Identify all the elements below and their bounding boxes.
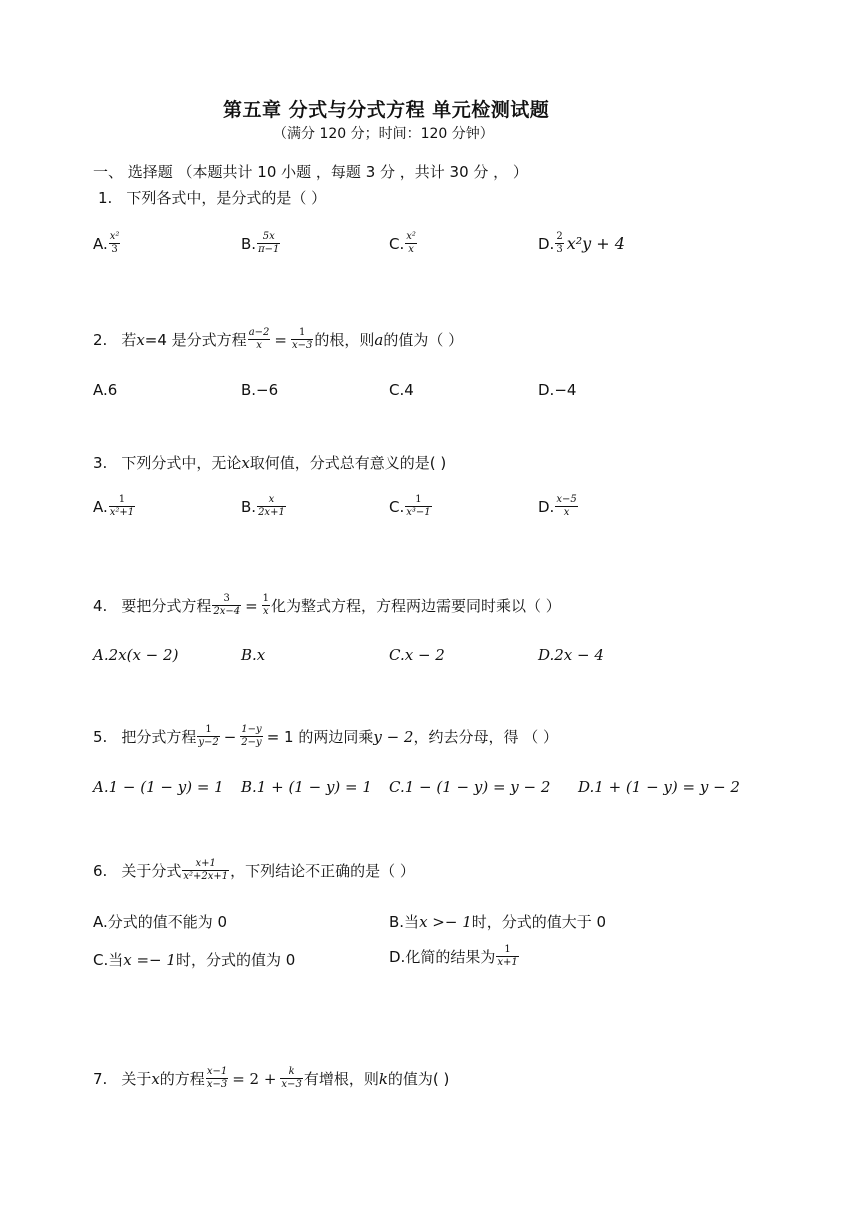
- question-text: ，下列结论不正确的是（ ）: [230, 862, 415, 880]
- option-text: C.当: [93, 951, 124, 969]
- numerator: 5x: [257, 232, 280, 244]
- minus-sign: −: [223, 727, 237, 746]
- math-expression: x =− 1: [123, 950, 176, 969]
- numerator: a−2: [248, 327, 270, 338]
- fraction: [257, 232, 280, 255]
- question-3-stem: [93, 452, 446, 473]
- question-7-stem: [93, 1067, 449, 1090]
- question-number: 1.: [98, 188, 113, 207]
- denominator: x+1: [497, 957, 518, 968]
- denominator: 3: [556, 244, 563, 255]
- question-text: 的值为（ ）: [383, 331, 464, 349]
- math-expression: y − 2: [373, 727, 414, 746]
- fraction: [197, 725, 219, 748]
- denominator: 3: [111, 244, 118, 255]
- question-1-stem: [98, 187, 326, 208]
- fraction: [248, 328, 271, 351]
- denominator: x³−1: [406, 507, 431, 518]
- option-label: B.: [241, 234, 257, 253]
- question-2-stem: [93, 328, 463, 351]
- numerator: x+1: [182, 859, 229, 871]
- question-text: 下列各式中，是分式的是（ ）: [126, 189, 327, 207]
- option-c: C.4: [389, 381, 414, 399]
- option-label: A.: [93, 497, 108, 516]
- option-a: [93, 232, 121, 255]
- numerator: x−5: [556, 494, 577, 505]
- option-b: [241, 495, 287, 518]
- fraction: [405, 495, 431, 518]
- question-text: 关于: [121, 1070, 152, 1088]
- fraction: [280, 1067, 302, 1090]
- option-b: [241, 778, 372, 796]
- option-c: [389, 232, 418, 255]
- question-text: 的方程: [159, 1070, 205, 1088]
- denominator: 2−y: [241, 737, 262, 748]
- equals-sign: =: [274, 330, 287, 349]
- question-6-stem: [93, 859, 415, 882]
- denominator: x−3: [291, 340, 313, 351]
- option-label: A.: [93, 234, 108, 253]
- numerator: x: [257, 495, 286, 507]
- option-a: [93, 495, 136, 518]
- option-text: C.x − 2: [389, 646, 445, 664]
- denominator: x−3: [206, 1079, 228, 1090]
- option-d: D.−4: [538, 381, 577, 399]
- option-c: [93, 949, 295, 970]
- fraction: [109, 232, 121, 255]
- option-text: 时，分式的值大于 0: [471, 913, 607, 931]
- fraction: [257, 495, 286, 518]
- fraction: [240, 725, 262, 748]
- denominator: x²+2x+1: [183, 871, 229, 882]
- numerator: 1: [262, 593, 270, 604]
- question-text: 的值为( ): [387, 1070, 450, 1088]
- option-d: [389, 945, 520, 968]
- numerator: 1: [109, 495, 135, 507]
- option-a: A.6: [93, 381, 118, 399]
- fraction: [182, 859, 229, 882]
- question-text: 下列分式中，无论: [121, 454, 242, 472]
- numerator: 1: [496, 945, 518, 957]
- numerator: k: [280, 1067, 302, 1079]
- denominator: x: [408, 244, 414, 255]
- numerator: 1: [291, 328, 313, 340]
- option-label: C.: [389, 497, 405, 516]
- math-expression: x >− 1: [419, 912, 472, 931]
- equals-sign: =: [245, 596, 258, 615]
- math-variable: k: [378, 1069, 388, 1088]
- option-label: B.: [241, 497, 257, 516]
- denominator: 2x−4: [213, 606, 241, 617]
- question-number: 6.: [93, 861, 108, 880]
- question-number: 3.: [93, 453, 108, 472]
- question-text: = 1 的两边同乘: [266, 728, 374, 746]
- option-a: A.分式的值不能为 0: [93, 913, 228, 931]
- denominator: x−3: [281, 1079, 302, 1090]
- option-a: [93, 646, 178, 664]
- question-number: 7.: [93, 1069, 108, 1088]
- option-c: [389, 778, 550, 796]
- numerator: 3: [212, 594, 241, 606]
- fraction: [496, 945, 518, 968]
- option-b: [241, 646, 265, 664]
- question-text: 有增根，则: [303, 1070, 379, 1088]
- question-text: 取何值，分式总有意义的是( ): [249, 454, 447, 472]
- numerator: 1: [197, 725, 219, 737]
- question-text: 要把分式方程: [121, 597, 212, 615]
- option-c: [389, 646, 445, 664]
- question-text: 关于分式: [121, 862, 182, 880]
- option-a: [93, 778, 224, 796]
- fraction: [212, 594, 241, 617]
- question-text: ，约去分母，得 （ ）: [413, 728, 559, 746]
- section-heading: 一、 选择题 （本题共计 10 小题 ，每题 3 分 ，共计 30 分 ， ）: [93, 163, 528, 181]
- question-text: 化为整式方程，方程两边需要同时乘以（ ）: [271, 597, 561, 615]
- question-number: 2.: [93, 330, 108, 349]
- option-text: A.2x(x − 2): [93, 646, 179, 664]
- fraction: [109, 495, 135, 518]
- option-label: D.: [538, 497, 555, 516]
- numerator: x²: [406, 231, 416, 242]
- denominator: x: [563, 507, 570, 518]
- question-text: =4 是分式方程: [144, 331, 247, 349]
- option-label: D.: [538, 234, 555, 253]
- math-variable: x: [151, 1069, 160, 1088]
- option-d: [578, 778, 740, 796]
- option-text: A.1 − (1 − y) = 1: [93, 778, 224, 796]
- denominator: x: [263, 606, 269, 617]
- option-b: [241, 232, 281, 255]
- page-title: 第五章 分式与分式方程 单元检测试题: [223, 99, 550, 121]
- denominator: 2x+1: [258, 507, 285, 518]
- denominator: x: [256, 340, 262, 351]
- option-text: B.x: [241, 646, 266, 664]
- numerator: 1: [405, 495, 431, 507]
- fraction: [555, 495, 577, 518]
- question-4-stem: [93, 594, 561, 617]
- numerator: x²: [109, 231, 120, 242]
- fraction: [262, 594, 270, 617]
- fraction: [291, 328, 313, 351]
- option-text: D.化简的结果为: [389, 948, 496, 966]
- question-number: 4.: [93, 596, 108, 615]
- denominator: π−1: [258, 244, 280, 255]
- option-b: B.−6: [241, 381, 279, 399]
- numerator: 2: [556, 231, 563, 242]
- numerator: 1−y: [241, 724, 262, 735]
- page-subtitle: （满分 120 分；时间：120 分钟）: [273, 126, 494, 142]
- option-b: [389, 911, 606, 932]
- fraction: [206, 1067, 228, 1090]
- math-expression: = 2 +: [232, 1069, 277, 1088]
- question-text: 的根，则: [314, 331, 375, 349]
- option-text: D.2x − 4: [538, 646, 604, 664]
- option-d: [538, 495, 579, 518]
- expression: x²y + 4: [566, 234, 625, 253]
- question-number: 5.: [93, 727, 108, 746]
- option-text: 时，分式的值为 0: [175, 951, 296, 969]
- option-d: [538, 232, 625, 255]
- math-variable: a: [374, 330, 384, 349]
- denominator: x²+1: [109, 507, 135, 518]
- option-text: B.1 + (1 − y) = 1: [241, 778, 372, 796]
- math-variable: x: [136, 330, 145, 349]
- option-d: [538, 646, 604, 664]
- fraction: [555, 232, 563, 255]
- option-text: B.当: [389, 913, 420, 931]
- question-text: 把分式方程: [121, 728, 197, 746]
- denominator: y−2: [198, 737, 219, 748]
- math-variable: x: [241, 453, 250, 472]
- fraction: [405, 232, 417, 255]
- option-text: C.1 − (1 − y) = y − 2: [389, 778, 551, 796]
- option-c: [389, 495, 433, 518]
- option-text: D.1 + (1 − y) = y − 2: [578, 778, 740, 796]
- question-5-stem: [93, 725, 558, 748]
- numerator: x−1: [206, 1066, 228, 1077]
- question-text: 若: [121, 331, 137, 349]
- option-label: C.: [389, 234, 405, 253]
